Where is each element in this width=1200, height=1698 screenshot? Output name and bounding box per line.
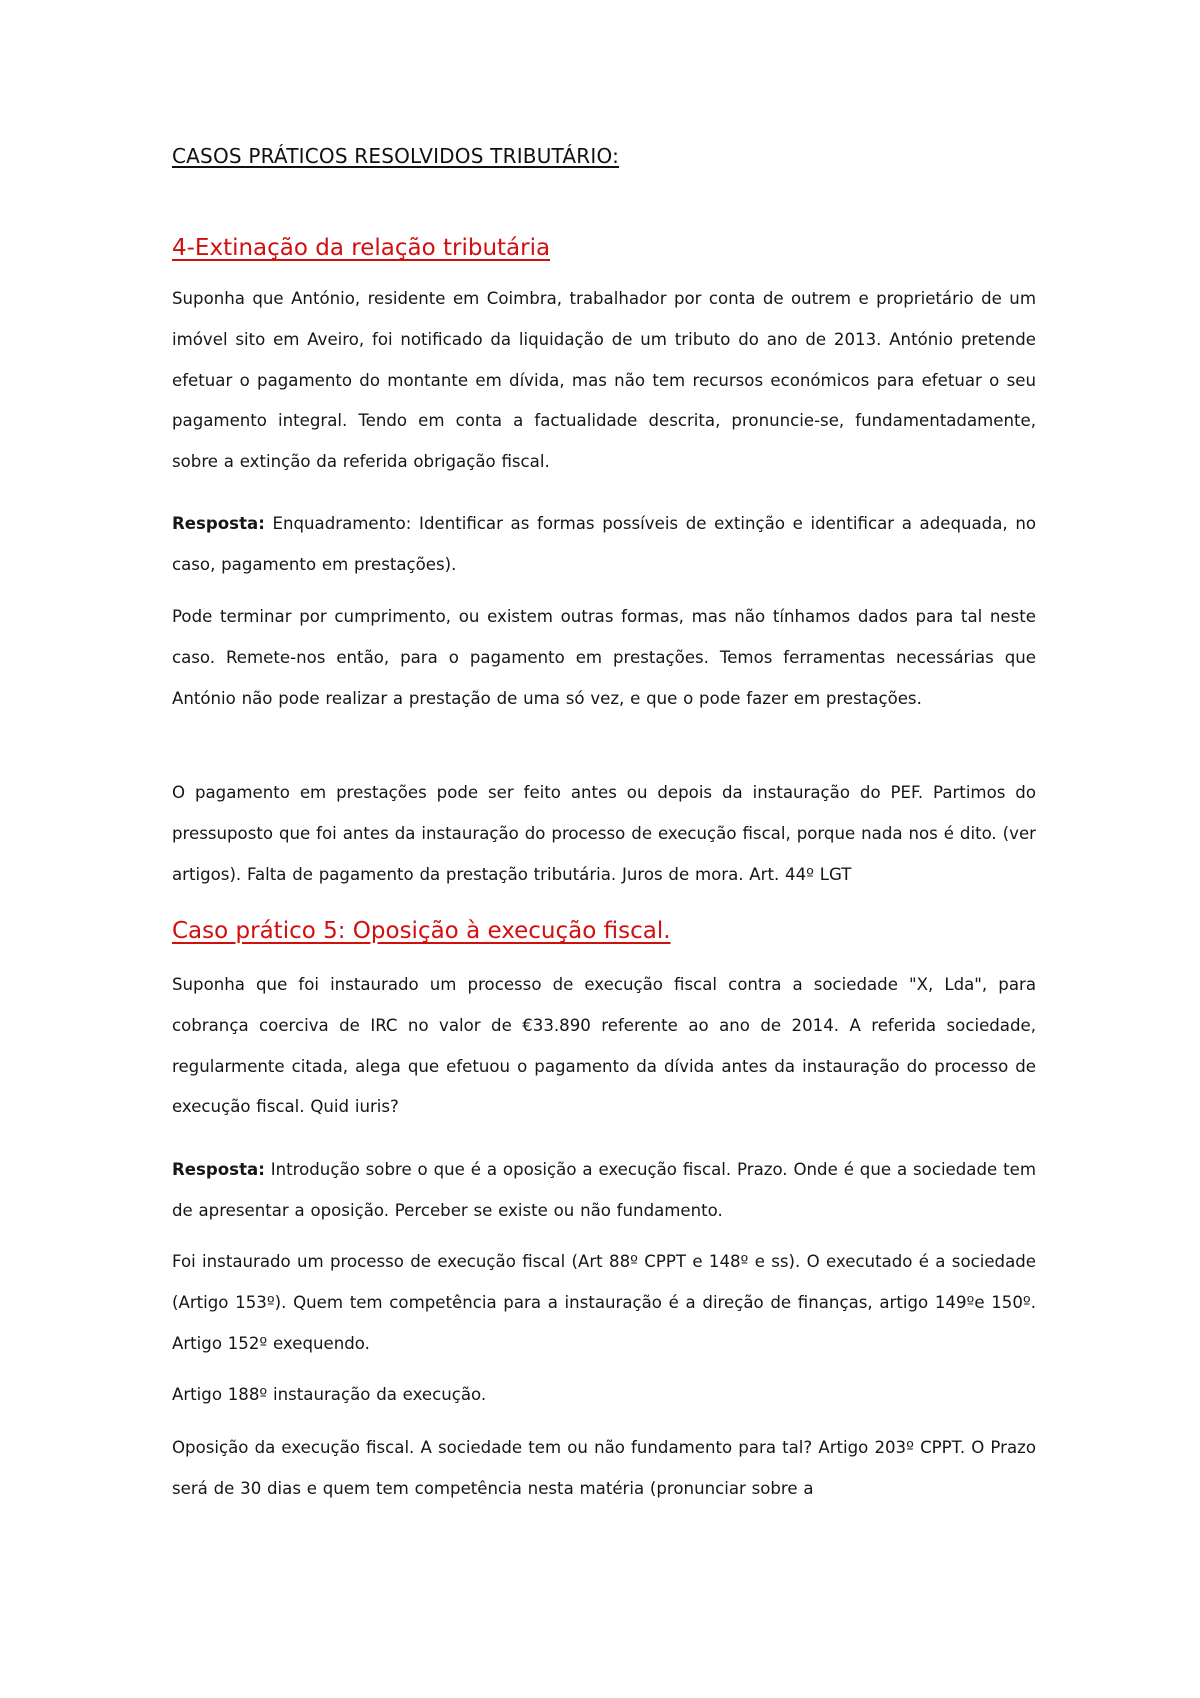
answer-label: Resposta: xyxy=(172,514,265,533)
paragraph xyxy=(172,1375,1036,1416)
paragraph-text: Foi instaurado um processo de execução fiscal (Art 88º CPPT e 148º e ss). O executado é a sociedade (Artigo 153º). Quem tem competência para a instauração é a direção de finanças, artigo 149ºe 150º. Artigo 152º exequendo. xyxy=(172,1252,1036,1353)
paragraph xyxy=(172,1428,1036,1510)
paragraph-text: Suponha que foi instaurado um processo de execução fiscal contra a sociedade "X, Lda", para cobrança coerciva de IRC no valor de €33.890 referente ao ano de 2014. A referida sociedade, regularmente citada, alega que efetuou o pagamento da dívida antes da instauração do processo de execução fiscal. Quid iuris? xyxy=(172,975,1036,1117)
paragraph xyxy=(172,965,1036,1128)
paragraph-text: Artigo 188º instauração da execução. xyxy=(172,1385,487,1404)
paragraph-text: Pode terminar por cumprimento, ou existem outras formas, mas não tínhamos dados para tal neste caso. Remete-nos então, para o pagamento em prestações. Temos ferramentas necessárias que António não pode realizar a prestação de uma só vez, e que o pode fazer em prestações. xyxy=(172,607,1036,708)
document-title: CASOS PRÁTICOS RESOLVIDOS TRIBUTÁRIO: xyxy=(172,144,620,168)
paragraph-text: Suponha que António, residente em Coimbra, trabalhador por conta de outrem e proprietário de um imóvel sito em Aveiro, foi notificado da liquidação de um tributo do ano de 2013. António pretende efetuar o pagamento do montante em dívida, mas não tem recursos económicos para efetuar o seu pagamento integral. Tendo em conta a factualidade descrita, pronuncie-se, fundamentadamente, sobre a extinção da referida obrigação fiscal. xyxy=(172,289,1036,472)
paragraph xyxy=(172,1242,1036,1364)
paragraph-text: Introdução sobre o que é a oposição a execução fiscal. Prazo. Onde é que a sociedade tem de apresentar a oposição. Perceber se existe ou não fundamento. xyxy=(172,1160,1036,1220)
paragraph xyxy=(172,597,1036,719)
paragraph xyxy=(172,773,1036,895)
paragraph-text: Enquadramento: Identificar as formas possíveis de extinção e identificar a adequada, no caso, pagamento em prestações). xyxy=(172,514,1036,574)
paragraph-text: O pagamento em prestações pode ser feito antes ou depois da instauração do PEF. Partimos do pressuposto que foi antes da instauração do processo de execução fiscal, porque nada nos é dito. (ver artigos). Falta de pagamento da prestação tributária. Juros de mora. Art. 44º LGT xyxy=(172,783,1036,884)
section-heading-oposicao: Caso prático 5: Oposição à execução fiscal. xyxy=(172,918,671,944)
paragraph xyxy=(172,504,1036,586)
section-heading-extincao: 4-Extinação da relação tributária xyxy=(172,235,551,261)
answer-label: Resposta: xyxy=(172,1160,265,1179)
paragraph xyxy=(172,279,1036,483)
paragraph-text: Oposição da execução fiscal. A sociedade tem ou não fundamento para tal? Artigo 203º CPPT. O Prazo será de 30 dias e quem tem competência nesta matéria (pronunciar sobre a xyxy=(172,1438,1036,1498)
paragraph xyxy=(172,1150,1036,1232)
